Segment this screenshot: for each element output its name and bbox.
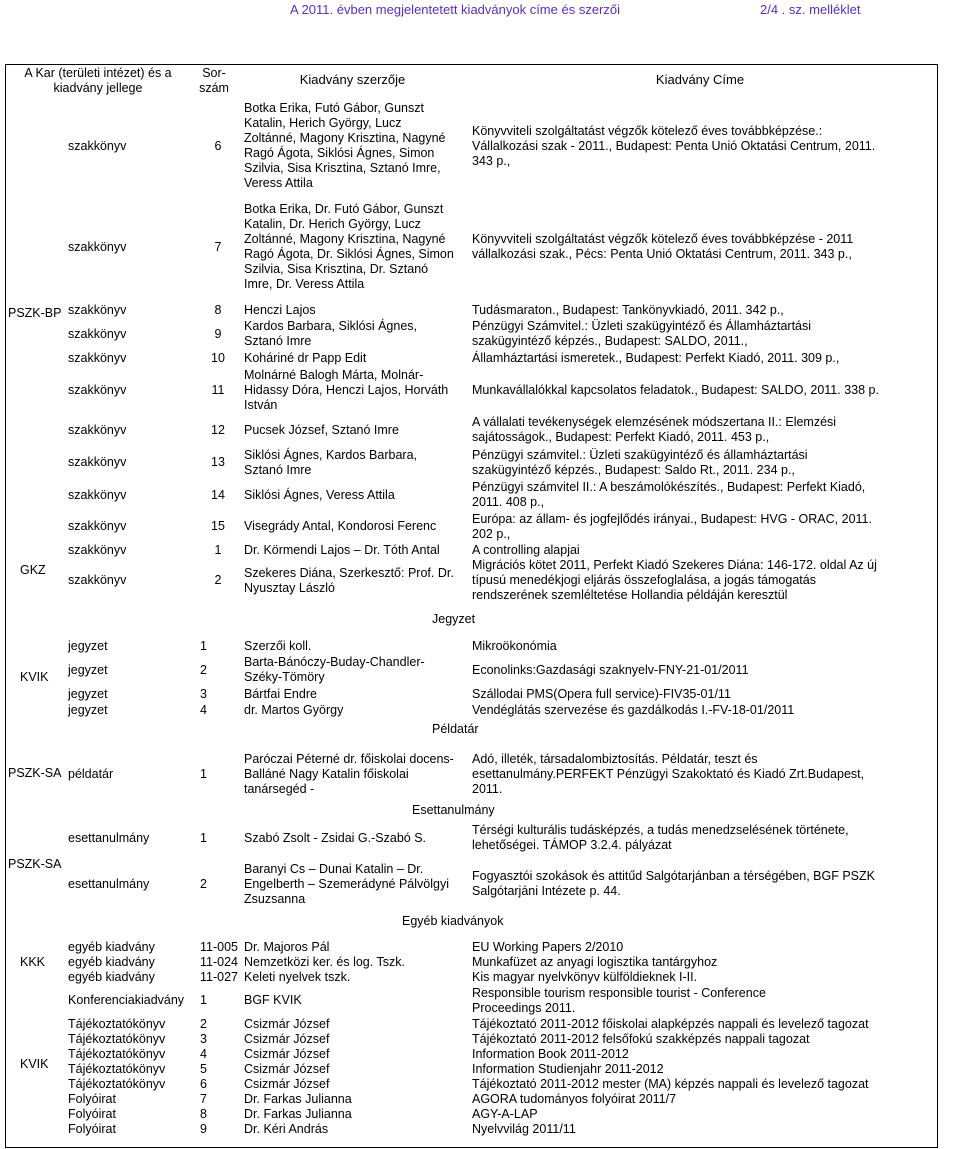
row-title xyxy=(472,124,875,169)
row-title-line: Information Book 2011-2012 xyxy=(472,1047,629,1061)
row-author xyxy=(244,303,316,318)
row-number: 7 xyxy=(214,239,222,254)
row-title-line: Econolinks:Gazdasági szaknyelv-FNY-21-01/2011 xyxy=(472,662,749,677)
row-title xyxy=(472,480,865,510)
row-title-line: Responsible tourism responsible tourist - Conference xyxy=(472,985,766,1000)
row-title-line: esettanulmány.PERFEKT Pénzügyi Szakoktató és Kiadó Zrt.Budapest, xyxy=(472,766,865,781)
row-author-line: Zoltánné, Magony Krisztina, Nagyné xyxy=(244,131,446,145)
row-type: szakkönyv xyxy=(68,543,127,557)
row-title-line: Tájékoztató 2011-2012 mester (MA) képzés nappali és levelező tagozat xyxy=(472,1077,869,1091)
row-number: 14 xyxy=(211,487,225,502)
row-title-line: AGORA tudományos folyóirat 2011/7 xyxy=(472,1092,677,1106)
group-pszk-sa-2: PSZK-SA xyxy=(8,857,62,871)
row-type: szakkönyv xyxy=(68,519,127,533)
row-title-line: Tájékoztató 2011-2012 felsőfokú szakképzés nappali tagozat xyxy=(472,1032,810,1046)
row-type: szakkönyv xyxy=(68,422,127,437)
row-type: egyéb kiadvány xyxy=(68,955,155,969)
row-title xyxy=(472,986,766,1016)
row-author-line: Barta-Bánóczy-Buday-Chandler- xyxy=(244,655,425,669)
row-author-line: Nyusztay László xyxy=(244,580,336,595)
row-author-line: Nemzetközi ker. és log. Tszk. xyxy=(244,955,405,969)
row-title xyxy=(472,383,879,398)
group-pszk-bp: PSZK-BP xyxy=(8,306,62,320)
row-author xyxy=(244,687,317,702)
row-author-line: Hidassy Dóra, Henczi Lajos, Horváth xyxy=(244,382,449,397)
row-author-line: Zsuzsanna xyxy=(244,891,306,906)
row-title xyxy=(472,303,784,318)
row-title xyxy=(472,512,872,542)
row-type: példatár xyxy=(68,766,114,781)
row-author-line: Sztanó Imre xyxy=(244,334,312,348)
row-type: esettanulmány xyxy=(68,876,150,891)
row-author-line: Pucsek József, Sztanó Imre xyxy=(244,422,399,437)
row-type: Folyóirat xyxy=(68,1092,116,1106)
row-number: 1 xyxy=(200,993,207,1007)
page-header xyxy=(0,2,960,20)
row-title xyxy=(472,1062,664,1077)
row-title xyxy=(472,448,808,478)
group-gkz: GKZ xyxy=(20,563,46,577)
row-number: 7 xyxy=(200,1092,207,1106)
row-number: 13 xyxy=(211,455,225,469)
row-author-line: Szerzői koll. xyxy=(244,638,312,653)
row-author-line: Siklósi Ágnes, Kardos Barbara, xyxy=(244,447,418,462)
row-author-line: Siklósi Ágnes, Veress Attila xyxy=(244,487,395,502)
row-type: jegyzet xyxy=(68,702,108,717)
row-title xyxy=(472,823,849,853)
row-type: szakkönyv xyxy=(68,382,127,397)
group-kkk: KKK xyxy=(20,955,46,969)
row-author xyxy=(244,319,417,349)
row-number: 2 xyxy=(214,573,222,587)
row-type: szakkönyv xyxy=(68,326,127,341)
row-number: 2 xyxy=(200,1017,207,1031)
row-title-line: AGY-A-LAP xyxy=(472,1107,538,1121)
row-number: 6 xyxy=(214,138,222,153)
row-type: Konferenciakiadvány xyxy=(68,993,185,1007)
row-title-line: Vállalkozási szak - 2011., Budapest: Penta Unió Oktatási Centrum, 2011. xyxy=(472,138,876,153)
row-author-line: Dr. Farkas Julianna xyxy=(244,1092,352,1106)
row-number: 9 xyxy=(214,326,222,341)
row-title-line: Könyvviteli szolgáltatást végzők kötelező éves továbbképzése.: xyxy=(472,123,823,138)
row-title-line: Nyelvvilág 2011/11 xyxy=(472,1122,576,1136)
row-type: jegyzet xyxy=(68,686,108,701)
group-kvik-1: KVIK xyxy=(20,670,49,684)
row-title-line: Munkavállalókkal kapcsolatos feladatok., Budapest: SALDO, 2011. 338 p. xyxy=(472,382,879,397)
row-author-line: Dr. Körmendi Lajos – Dr. Tóth Antal xyxy=(244,543,440,557)
row-type: szakkönyv xyxy=(68,455,127,469)
row-title-line: Tudásmaraton., Budapest: Tankönyvkiadó, 2011. 342 p., xyxy=(472,302,784,317)
row-title-line: 343 p., xyxy=(472,153,511,168)
row-author-line: Csizmár József xyxy=(244,1017,330,1031)
row-author xyxy=(244,566,454,596)
row-author xyxy=(244,639,311,654)
group-pszk-sa-1: PSZK-SA xyxy=(8,766,62,780)
row-author-line: Balláné Nagy Katalin főiskolai xyxy=(244,766,409,781)
row-type: szakkönyv xyxy=(68,138,127,153)
col-header-sor-1: Sor- xyxy=(202,66,226,80)
row-type: esettanulmány xyxy=(68,830,150,845)
col-header-kar-1: A Kar (területi intézet) és a xyxy=(24,66,172,80)
row-title xyxy=(472,752,864,797)
row-title-line: Könyvviteli szolgáltatást végzők kötelező éves továbbképzése - 2011 xyxy=(472,232,854,246)
row-title xyxy=(472,351,839,366)
row-author-line: Engelberth – Szemerádyné Pálvölgyi xyxy=(244,876,449,891)
row-number: 1 xyxy=(200,766,207,781)
col-header-sor-2: szám xyxy=(199,81,229,95)
row-title xyxy=(472,1077,869,1092)
row-author-line: Visegrády Antal, Kondorosi Ferenc xyxy=(244,519,437,533)
row-author xyxy=(244,703,343,718)
row-title-line: 202 p., xyxy=(472,526,511,541)
row-title-line: Tájékoztató 2011-2012 főiskolai alapképzés nappali és levelező tagozat xyxy=(472,1017,869,1031)
row-author-line: Csizmár József xyxy=(244,1077,330,1091)
row-number: 4 xyxy=(200,702,207,717)
row-author xyxy=(244,1122,328,1137)
row-author-line: Zoltánné, Magony Krisztina, Nagyné xyxy=(244,232,446,246)
row-number: 11 xyxy=(211,382,225,397)
row-title xyxy=(472,869,875,899)
row-author xyxy=(244,1062,329,1077)
row-author-line: Csizmár József xyxy=(244,1047,330,1061)
row-number: 11-024 xyxy=(200,955,238,969)
row-title-line: Salgótarjáni Intézete p. 44. xyxy=(472,884,621,898)
row-author xyxy=(244,202,454,292)
row-title-line: Térségi kulturális tudásképzés, a tudás menedzselésének története, xyxy=(472,823,849,837)
row-type: szakkönyv xyxy=(68,573,127,587)
row-title xyxy=(472,415,836,445)
row-title-line: 2011. xyxy=(472,781,503,796)
row-author-line: Széky-Tömöry xyxy=(244,670,325,684)
row-title-line: Kis magyar nyelvkönyv külföldieknek I-II. xyxy=(472,970,698,984)
row-author-line: Keleti nyelvek tszk. xyxy=(244,970,351,984)
document-title: A 2011. évben megjelentetett kiadványok címe és szerzői xyxy=(290,2,621,17)
row-author-line: Dr. Majoros Pál xyxy=(244,940,330,954)
row-author-line: Szilvia, Sisa Krisztina, Sztanó Imre, xyxy=(244,161,441,175)
row-number: 1 xyxy=(200,638,207,653)
section-egyeb: Egyéb kiadványok xyxy=(402,914,504,928)
row-title xyxy=(472,1092,676,1107)
row-title-line: sajátosságok., Budapest: Perfekt Kiadó, 2011. 453 p., xyxy=(472,430,770,444)
row-author-line: Kardos Barbara, Siklósi Ágnes, xyxy=(244,319,418,333)
row-title xyxy=(472,1032,810,1047)
row-title xyxy=(472,1017,869,1032)
row-number: 10 xyxy=(211,350,225,365)
row-title-line: Migrációs kötet 2011, Perfekt Kiadó Szekeres Diána: 146-172. oldal Az új xyxy=(472,558,877,572)
row-type: jegyzet xyxy=(68,638,108,653)
row-author-line: Bártfai Endre xyxy=(244,686,317,701)
row-title xyxy=(472,1047,629,1062)
row-author-line: BGF KVIK xyxy=(244,993,302,1007)
row-title-line: A controlling alapjai xyxy=(472,543,580,557)
row-author-line: Katalin, Herich György, Lucz xyxy=(244,116,402,130)
row-author xyxy=(244,351,366,366)
row-author xyxy=(244,1077,329,1092)
row-title-line: szakügyintéző képzés., Budapest: SALDO, 2011., xyxy=(472,334,748,348)
row-author-line: Koháriné dr Papp Edit xyxy=(244,350,367,365)
row-title-line: vállalkozási szak., Pécs: Penta Unió Oktatási Centrum, 2011. 343 p., xyxy=(472,247,852,261)
row-author xyxy=(244,752,454,797)
row-author xyxy=(244,940,329,955)
row-title-line: Vendéglátás szervezése és gazdálkodás I.-FV-18-01/2011 xyxy=(472,702,795,717)
row-title-line: Pénzügyi számvitel.: Üzleti szakügyintéző és államháztartási xyxy=(472,447,808,462)
row-number: 9 xyxy=(200,1122,207,1136)
row-author-line: István xyxy=(244,397,278,412)
row-author-line: Botka Erika, Futó Gábor, Gunszt xyxy=(244,101,424,115)
row-author-line: Ragó Ágota, Dr. Siklósi Ágnes, Simon xyxy=(244,247,454,261)
row-number: 1 xyxy=(200,830,207,845)
row-author xyxy=(244,955,405,970)
row-title-line: Information Studienjahr 2011-2012 xyxy=(472,1062,664,1076)
row-title-line: Adó, illeték, társadalombiztosítás. Példatár, teszt és xyxy=(472,751,758,766)
row-author-line: Dr. Kéri András xyxy=(244,1122,329,1136)
row-author-line: Szilvia, Sisa Krisztina, Dr. Sztanó xyxy=(244,262,429,276)
row-title-line: Európa: az állam- és jogfejlődés irányai., Budapest: HVG - ORAC, 2011. xyxy=(472,511,872,526)
row-title xyxy=(472,1122,576,1137)
row-title xyxy=(472,687,731,702)
row-type: egyéb kiadvány xyxy=(68,970,155,984)
appendix-label: 2/4 . sz. melléklet xyxy=(760,2,861,17)
row-author xyxy=(244,1107,352,1122)
row-title-line: Államháztartási ismeretek., Budapest: Perfekt Kiadó, 2011. 309 p., xyxy=(472,350,840,365)
row-author xyxy=(244,1047,329,1062)
row-author-line: Szabó Zsolt - Zsidai G.-Szabó S. xyxy=(244,830,427,845)
row-title-line: rendszerének szemléltetése Hollandia példáján keresztül xyxy=(472,588,788,602)
row-title-line: EU Working Papers 2/2010 xyxy=(472,940,624,954)
row-number: 4 xyxy=(200,1047,207,1061)
row-author xyxy=(244,862,449,907)
row-author xyxy=(244,543,440,558)
row-author-line: Katalin, Dr. Herich György, Lucz xyxy=(244,217,421,231)
row-title-line: Pénzügyi számvitel II.: A beszámolókészítés., Budapest: Perfekt Kiadó, xyxy=(472,480,866,494)
row-title-line: Fogyasztói szokások és attitűd Salgótarjánban a térségében, BGF PSZK xyxy=(472,869,875,883)
row-type: egyéb kiadvány xyxy=(68,940,155,954)
row-number: 15 xyxy=(211,519,225,533)
row-title-line: Szállodai PMS(Opera full service)-FIV35-01/11 xyxy=(472,686,731,701)
row-number: 2 xyxy=(200,662,207,677)
row-author-line: Csizmár József xyxy=(244,1062,330,1076)
row-number: 8 xyxy=(214,302,222,317)
row-author-line: Baranyi Cs – Dunai Katalin – Dr. xyxy=(244,861,424,876)
row-title xyxy=(472,940,623,955)
row-title xyxy=(472,703,794,718)
row-number: 8 xyxy=(200,1107,207,1121)
row-author xyxy=(244,448,417,478)
col-header-kar-2: kiadvány jellege xyxy=(53,81,143,95)
row-title xyxy=(472,639,557,654)
row-type: Folyóirat xyxy=(68,1107,116,1121)
row-title-line: Proceedings 2011. xyxy=(472,1000,576,1015)
row-author xyxy=(244,1092,352,1107)
row-title-line: Mikroökonómia xyxy=(472,638,557,653)
row-type: szakkönyv xyxy=(68,239,127,254)
row-author-line: Dr. Farkas Julianna xyxy=(244,1107,352,1121)
row-title xyxy=(472,232,853,262)
row-title-line: lehetőségei. TÁMOP 3.2.4. pályázat xyxy=(472,838,672,852)
row-author xyxy=(244,831,426,846)
row-title xyxy=(472,1107,538,1122)
row-type: jegyzet xyxy=(68,662,108,677)
row-author-line: Botka Erika, Dr. Futó Gábor, Gunszt xyxy=(244,202,444,216)
row-title-line: Munkafüzet az anyagi logisztika tantárgyhoz xyxy=(472,955,718,969)
section-jegyzet: Jegyzet xyxy=(432,612,476,626)
row-type: Tájékoztatókönyv xyxy=(68,1017,166,1031)
row-author-line: Molnárné Balogh Márta, Molnár- xyxy=(244,367,424,382)
row-author-line: dr. Martos György xyxy=(244,702,344,717)
row-author xyxy=(244,423,399,438)
row-title-line: Pénzügyi Számvitel.: Üzleti szakügyintéző és Államháztartási xyxy=(472,319,812,333)
row-author-line: Ragó Ágota, Siklósi Ágnes, Simon xyxy=(244,146,435,160)
row-number: 3 xyxy=(200,686,207,701)
row-title xyxy=(472,558,877,603)
row-type: Folyóirat xyxy=(68,1122,116,1136)
row-number: 2 xyxy=(200,876,207,891)
row-author xyxy=(244,993,302,1008)
row-title xyxy=(472,663,749,678)
row-title-line: típusú menedékjogi eljárás összefoglalása, a jogás támogatás xyxy=(472,573,816,587)
section-peldatar: Példatár xyxy=(432,722,479,736)
row-number: 1 xyxy=(214,543,222,557)
section-esettanulmany: Esettanulmány xyxy=(412,803,495,817)
row-author xyxy=(244,488,395,503)
row-author xyxy=(244,970,350,985)
row-author xyxy=(244,1017,329,1032)
row-type: szakkönyv xyxy=(68,302,127,317)
row-author-line: Henczi Lajos xyxy=(244,302,316,317)
row-type: Tájékoztatókönyv xyxy=(68,1032,166,1046)
row-title xyxy=(472,970,697,985)
row-title-line: A vállalati tevékenységek elemzésének módszertana II.: Elemzési xyxy=(472,415,837,429)
row-author xyxy=(244,1032,329,1047)
row-number: 12 xyxy=(211,422,225,437)
row-number: 11-027 xyxy=(200,970,238,984)
row-author xyxy=(244,655,425,685)
col-header-title: Kiadvány Címe xyxy=(655,72,745,87)
row-author xyxy=(244,101,446,191)
row-author-line: tanársegéd - xyxy=(244,781,315,796)
row-author-line: Veress Attila xyxy=(244,176,313,190)
row-author-line: Szekeres Diána, Szerkesztő: Prof. Dr. xyxy=(244,565,454,580)
row-author-line: Csizmár József xyxy=(244,1032,330,1046)
row-author xyxy=(244,519,436,534)
row-author-line: Paróczai Péterné dr. főiskolai docens- xyxy=(244,751,454,766)
row-number: 6 xyxy=(200,1077,207,1091)
row-title-line: 2011. 408 p., xyxy=(472,495,545,509)
row-number: 5 xyxy=(200,1062,207,1076)
group-kvik-2: KVIK xyxy=(20,1057,49,1071)
row-title xyxy=(472,955,717,970)
row-number: 3 xyxy=(200,1032,207,1046)
row-type: Tájékoztatókönyv xyxy=(68,1047,166,1061)
row-author-line: Imre, Dr. Veress Attila xyxy=(244,277,365,291)
row-author xyxy=(244,368,448,413)
row-title xyxy=(472,319,811,349)
col-header-author: Kiadvány szerzője xyxy=(299,72,406,87)
row-title xyxy=(472,543,580,558)
row-type: szakkönyv xyxy=(68,487,127,502)
row-type: Tájékoztatókönyv xyxy=(68,1062,166,1076)
row-type: Tájékoztatókönyv xyxy=(68,1077,166,1091)
row-type: szakkönyv xyxy=(68,350,127,365)
row-title-line: szakügyintéző képzés., Budapest: Saldo Rt., 2011. 234 p., xyxy=(472,462,795,477)
row-number: 11-005 xyxy=(200,940,238,954)
row-author-line: Sztanó Imre xyxy=(244,462,312,477)
